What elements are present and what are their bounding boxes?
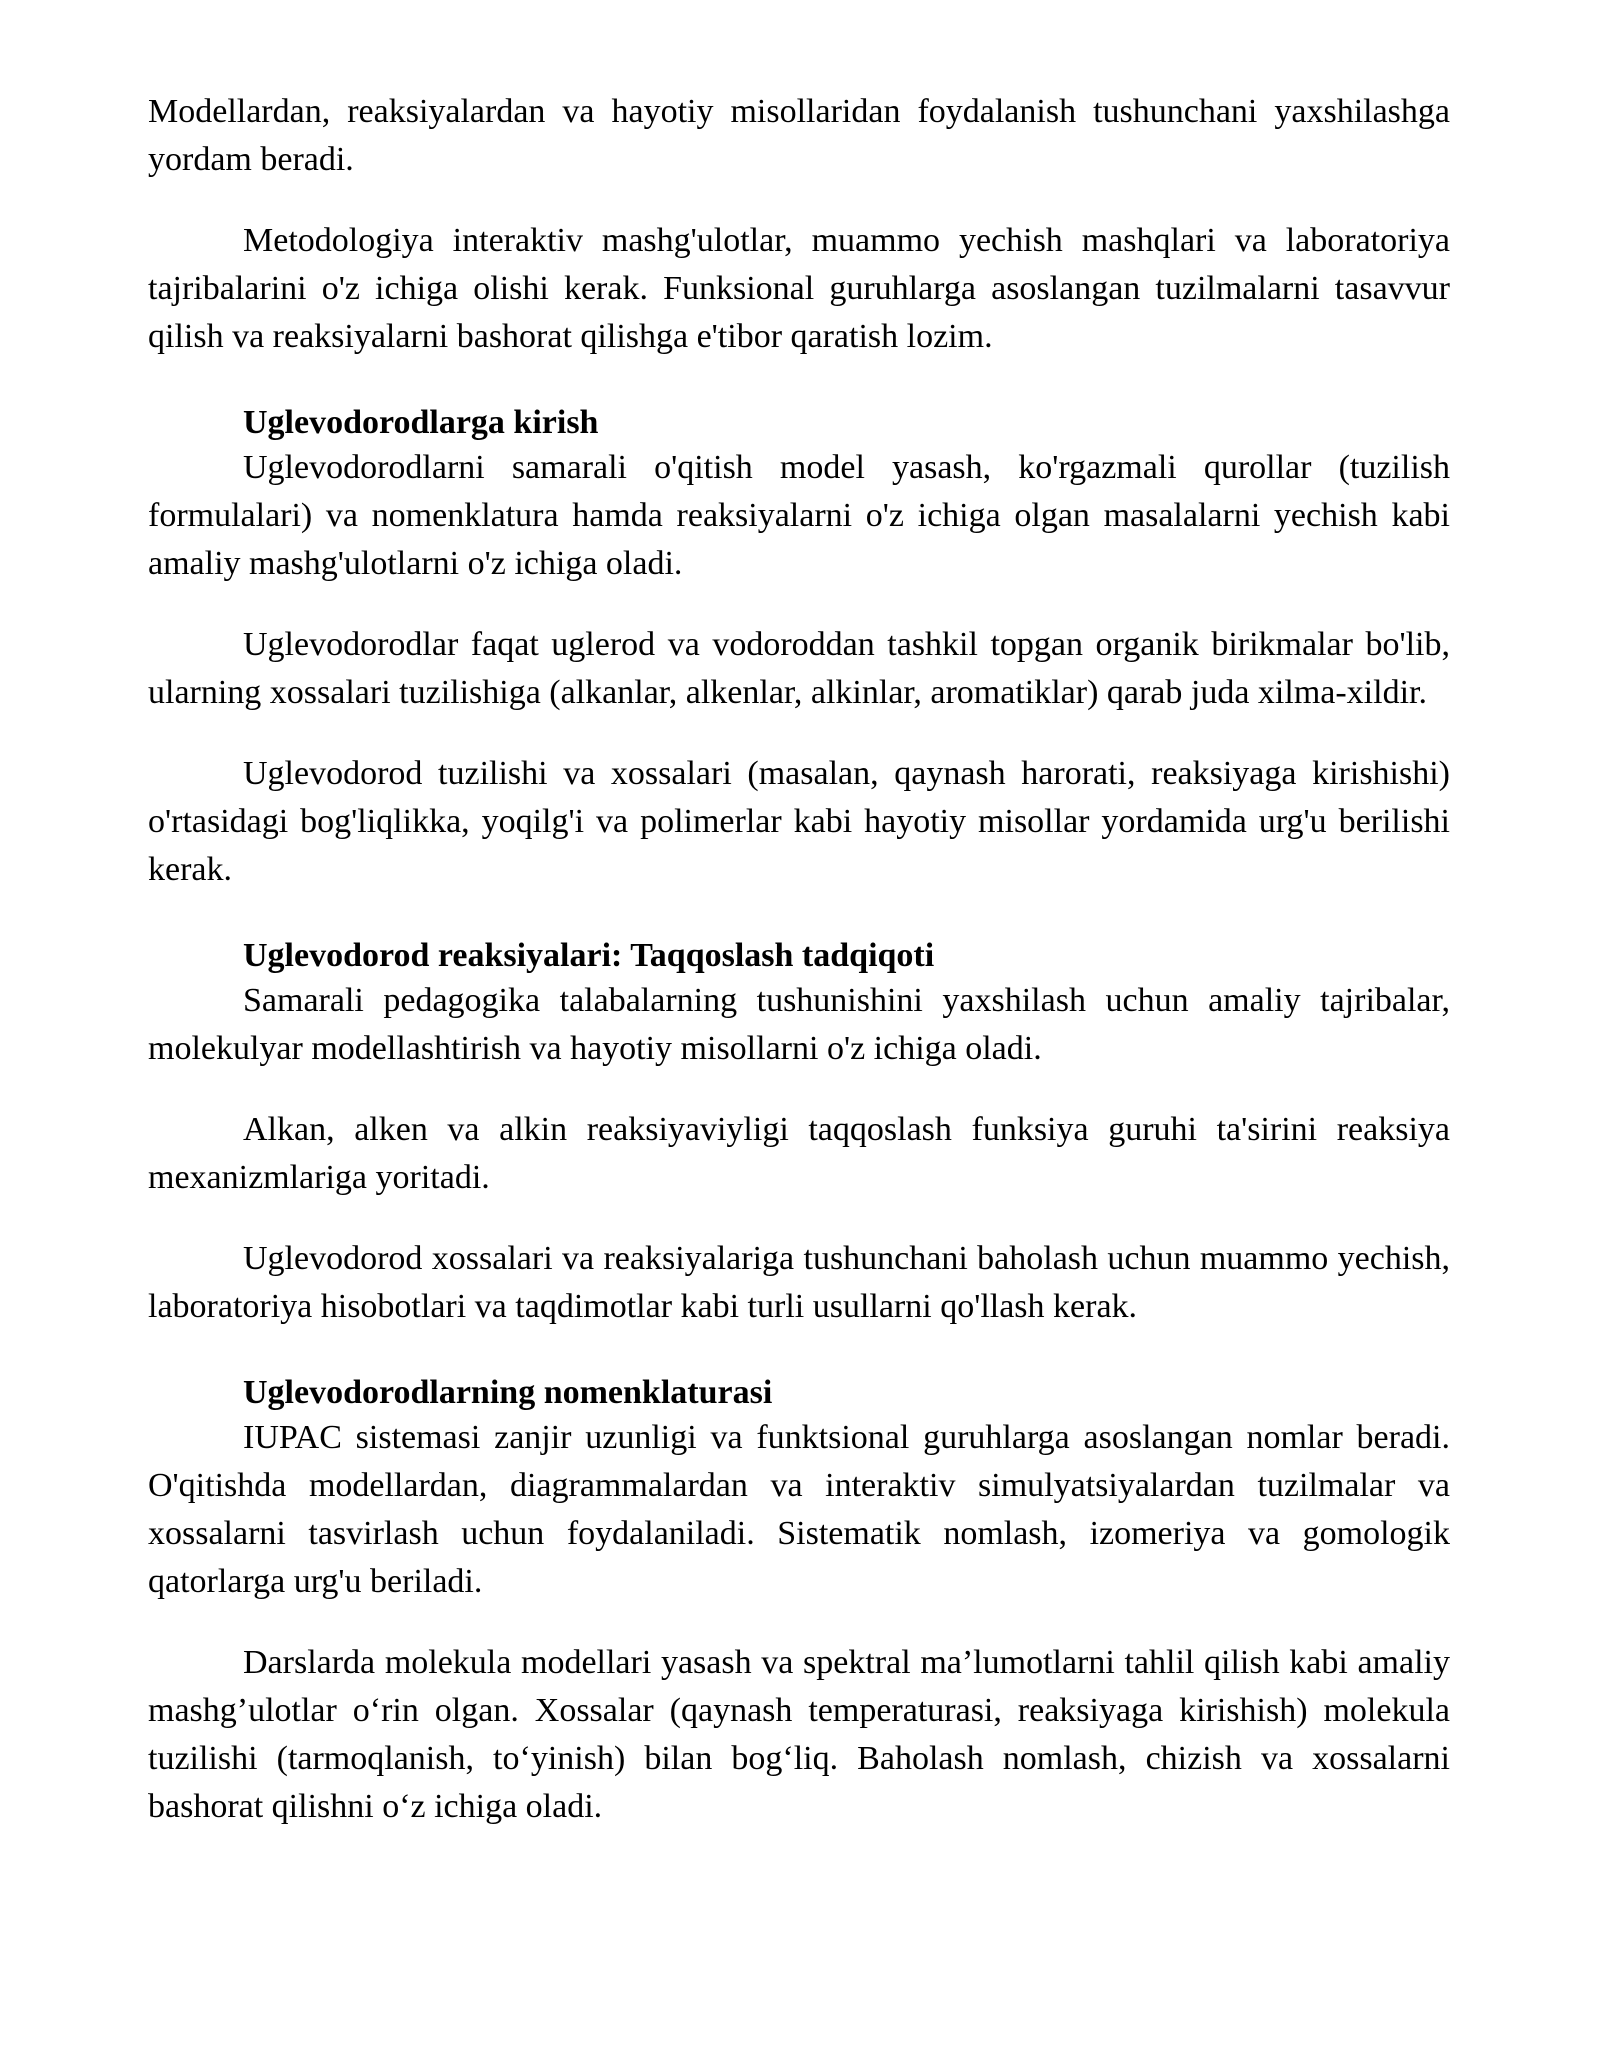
section-paragraph: Alkan, alken va alkin reaksiyaviyligi taqqoslash funksiya guruhi ta'sirini reaksiya mexanizmlariga yoritadi. <box>148 1111 1450 1196</box>
section-spacer <box>148 394 1450 402</box>
document-page <box>148 88 1450 1831</box>
section-nomenclature <box>148 1372 1450 1831</box>
section-spacer <box>148 927 1450 935</box>
section-paragraph: Darslarda molekula modellari yasash va spektral ma’lumotlarni tahlil qilish kabi amaliy mashg’ulotlar o‘rin olgan. Xossalar (qaynash temperaturasi, reaksiyaga kirishish) molekula tuzilishi (tarmoqlanish, to‘yinish) bilan bog‘liq. Baholash nomlash, chizish va xossalarni bashorat qilishni o‘z ichiga oladi. <box>148 1644 1450 1825</box>
section-paragraph: Uglevodorodlarni samarali o'qitish model yasash, ko'rgazmali qurollar (tuzilish formulalari) va nomenklatura hamda reaksiyalarni o'z ichiga olgan masalalarni yechish kabi amaliy mashg'ulotlarni o'z ichiga oladi. <box>148 449 1450 582</box>
section-paragraph: Uglevodorod xossalari va reaksiyalariga tushunchani baholash uchun muammo yechish, laboratoriya hisobotlari va taqdimotlar kabi turli usullarni qo'llash kerak. <box>148 1240 1450 1325</box>
section-heading: Uglevodorodlarning nomenklaturasi <box>243 1374 773 1411</box>
section-hydrocarbons-intro <box>148 402 1450 894</box>
section-heading: Uglevodorodlarga kirish <box>243 404 599 441</box>
section-spacer <box>148 1364 1450 1372</box>
section-paragraph: Uglevodorod tuzilishi va xossalari (masalan, qaynash harorati, reaksiyaga kirishishi) o'rtasidagi bog'liqlikka, yoqilg'i va polimerlar kabi hayotiy misollar yordamida urg'u berilishi kerak. <box>148 755 1450 888</box>
intro-paragraph-1: Modellardan, reaksiyalardan va hayotiy misollaridan foydalanish tushunchani yaxshilashga yordam beradi. <box>148 93 1450 178</box>
section-paragraph: IUPAC sistemasi zanjir uzunligi va funktsional guruhlarga asoslangan nomlar beradi. O'qitishda modellardan, diagrammalardan va interaktiv simulyatsiyalardan tuzilmalar va xossalarni tasvirlash uchun foydalaniladi. Sistematik nomlash, izomeriya va gomologik qatorlarga urg'u beriladi. <box>148 1419 1450 1600</box>
section-hydrocarbon-reactions <box>148 935 1450 1331</box>
section-heading: Uglevodorod reaksiyalari: Taqqoslash tadqiqoti <box>243 937 935 974</box>
section-paragraph: Uglevodorodlar faqat uglerod va vodoroddan tashkil topgan organik birikmalar bo'lib, ularning xossalari tuzilishiga (alkanlar, alkenlar, alkinlar, aromatiklar) qarab juda xilma-xildir. <box>148 626 1450 711</box>
section-paragraph: Samarali pedagogika talabalarning tushunishini yaxshilash uchun amaliy tajribalar, molekulyar modellashtirish va hayotiy misollarni o'z ichiga oladi. <box>148 982 1450 1067</box>
intro-paragraph-2: Metodologiya interaktiv mashg'ulotlar, muammo yechish mashqlari va laboratoriya tajribalarini o'z ichiga olishi kerak. Funksional guruhlarga asoslangan tuzilmalarni tasavvur qilish va reaksiyalarni bashorat qilishga e'tibor qaratish lozim. <box>148 222 1450 355</box>
